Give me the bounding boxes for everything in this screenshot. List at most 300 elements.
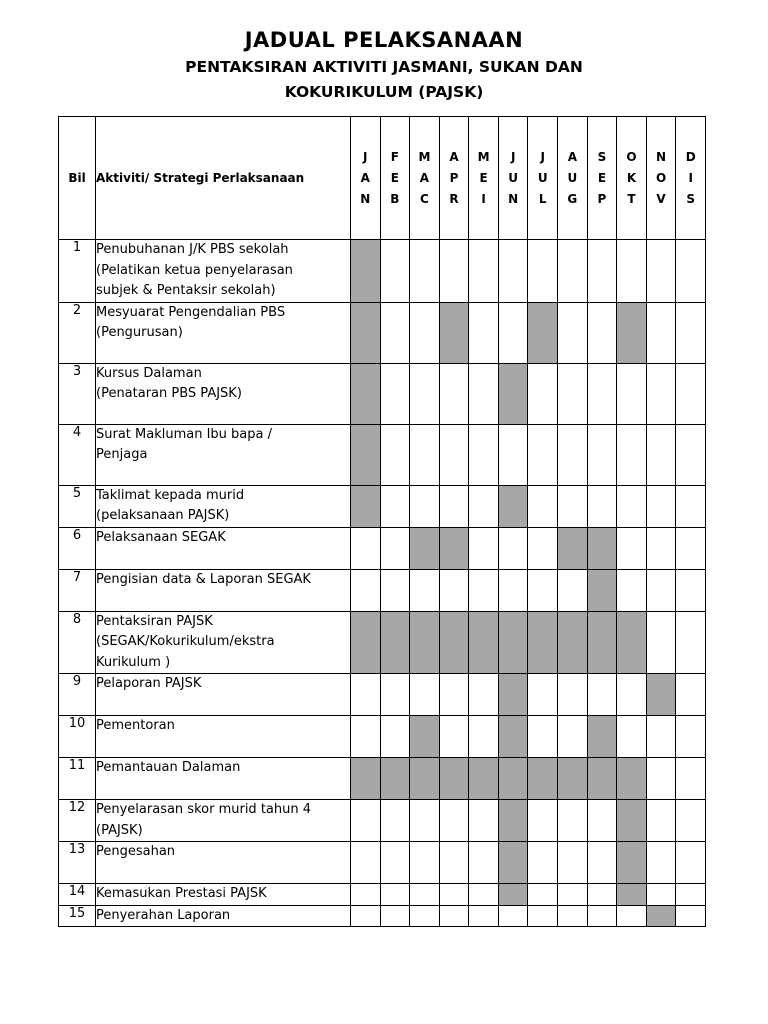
- month-cell: [558, 758, 588, 800]
- month-cell: [498, 485, 528, 527]
- month-cell: [351, 884, 381, 906]
- month-header-4: [469, 117, 499, 240]
- month-cell: [676, 905, 706, 927]
- month-letter: A: [567, 149, 577, 164]
- month-letter: N: [656, 149, 667, 164]
- month-cell: [617, 527, 647, 569]
- month-cell: [410, 611, 440, 674]
- month-cell: [528, 485, 558, 527]
- month-cell: [646, 424, 676, 485]
- month-cell: [498, 905, 528, 927]
- row-number: 11: [59, 758, 96, 800]
- month-cell: [676, 424, 706, 485]
- month-cell: [410, 842, 440, 884]
- month-cell: [558, 611, 588, 674]
- month-header-11: [676, 117, 706, 240]
- month-letter: S: [686, 191, 695, 206]
- table-row: [59, 905, 706, 927]
- month-cell: [410, 905, 440, 927]
- month-cell: [558, 240, 588, 303]
- month-cell: [380, 716, 410, 758]
- activity-text: Pengisian data & Laporan SEGAK: [96, 571, 311, 587]
- row-number: 5: [59, 485, 96, 527]
- activity-text: Mesyuarat Pengendalian PBS: [96, 304, 286, 320]
- month-cell: [410, 527, 440, 569]
- month-letter: E: [479, 170, 488, 185]
- month-cell: [498, 302, 528, 363]
- month-letter: U: [508, 170, 519, 185]
- month-cell: [528, 905, 558, 927]
- month-letter: B: [390, 191, 400, 206]
- month-cell: [469, 569, 499, 611]
- month-cell: [646, 302, 676, 363]
- month-cell: [676, 302, 706, 363]
- month-cell: [617, 842, 647, 884]
- month-cell: [528, 424, 558, 485]
- activity-text: Kursus Dalaman: [96, 365, 202, 381]
- activity-cell: [96, 884, 351, 906]
- schedule-table: [58, 116, 706, 927]
- month-cell: [439, 716, 469, 758]
- month-cell: [469, 302, 499, 363]
- month-cell: [469, 800, 499, 842]
- month-cell: [351, 674, 381, 716]
- row-number: 14: [59, 884, 96, 906]
- header-row: [59, 117, 706, 240]
- month-cell: [439, 302, 469, 363]
- month-cell: [617, 240, 647, 303]
- month-cell: [380, 424, 410, 485]
- month-cell: [587, 800, 617, 842]
- month-cell: [498, 424, 528, 485]
- activity-cell: [96, 905, 351, 927]
- month-cell: [439, 363, 469, 424]
- month-cell: [351, 527, 381, 569]
- month-cell: [528, 884, 558, 906]
- month-letter: R: [449, 191, 459, 206]
- month-header-3: [439, 117, 469, 240]
- month-cell: [587, 569, 617, 611]
- activity-text: Pelaporan PAJSK: [96, 676, 202, 691]
- row-number: 12: [59, 800, 96, 842]
- row-number: 3: [59, 363, 96, 424]
- month-cell: [498, 527, 528, 569]
- row-number: 13: [59, 842, 96, 884]
- month-letter: E: [597, 170, 607, 185]
- month-letter: G: [567, 191, 578, 206]
- table-row: [59, 485, 706, 527]
- month-cell: [351, 240, 381, 303]
- month-cell: [646, 569, 676, 611]
- row-number: 4: [59, 424, 96, 485]
- month-cell: [528, 363, 558, 424]
- month-cell: [410, 485, 440, 527]
- activity-text: (Pelatikan ketua penyelarasan: [96, 262, 293, 278]
- month-cell: [558, 527, 588, 569]
- activity-cell: [96, 842, 351, 884]
- month-header-6: [528, 117, 558, 240]
- month-cell: [498, 240, 528, 303]
- activity-text: (pelaksanaan PAJSK): [96, 508, 230, 523]
- month-letter: V: [656, 191, 666, 206]
- table-row: [59, 800, 706, 842]
- month-cell: [646, 716, 676, 758]
- page-title: JADUAL PELAKSANAAN: [244, 28, 524, 52]
- activity-text: (PAJSK): [96, 822, 143, 838]
- month-cell: [380, 569, 410, 611]
- activity-text: subjek & Pentaksir sekolah): [96, 283, 276, 298]
- row-number: 10: [59, 716, 96, 758]
- month-cell: [439, 240, 469, 303]
- month-letter: J: [540, 149, 545, 164]
- month-cell: [676, 485, 706, 527]
- activity-cell: [96, 302, 351, 363]
- row-number: 6: [59, 527, 96, 569]
- month-cell: [676, 363, 706, 424]
- row-number: 9: [59, 674, 96, 716]
- month-cell: [528, 569, 558, 611]
- month-cell: [351, 302, 381, 363]
- month-cell: [646, 240, 676, 303]
- month-cell: [380, 240, 410, 303]
- month-cell: [410, 758, 440, 800]
- month-cell: [587, 363, 617, 424]
- month-cell: [351, 485, 381, 527]
- activity-text: Penyelarasan skor murid tahun 4: [96, 802, 312, 817]
- activity-cell: [96, 674, 351, 716]
- month-cell: [558, 424, 588, 485]
- table-row: [59, 527, 706, 569]
- month-cell: [587, 842, 617, 884]
- schedule-body: [59, 240, 706, 927]
- month-cell: [439, 485, 469, 527]
- month-cell: [410, 674, 440, 716]
- month-cell: [380, 674, 410, 716]
- month-cell: [351, 758, 381, 800]
- month-cell: [439, 674, 469, 716]
- month-cell: [469, 842, 499, 884]
- month-cell: [558, 716, 588, 758]
- activity-column-header: Aktiviti/ Strategi Perlaksanaan: [96, 117, 351, 240]
- month-cell: [351, 716, 381, 758]
- month-cell: [469, 716, 499, 758]
- activity-text: Surat Makluman Ibu bapa /: [96, 426, 273, 442]
- month-cell: [587, 758, 617, 800]
- month-cell: [587, 884, 617, 906]
- month-cell: [528, 302, 558, 363]
- month-cell: [351, 842, 381, 884]
- activity-text: (Penataran PBS PAJSK): [96, 386, 242, 401]
- month-cell: [646, 611, 676, 674]
- month-cell: [558, 905, 588, 927]
- month-cell: [587, 240, 617, 303]
- month-cell: [617, 424, 647, 485]
- activity-text: Pementoran: [96, 718, 175, 733]
- month-letter: P: [449, 170, 459, 185]
- table-row: [59, 240, 706, 303]
- month-cell: [528, 800, 558, 842]
- activity-cell: [96, 758, 351, 800]
- month-cell: [587, 611, 617, 674]
- month-cell: [646, 363, 676, 424]
- month-letter: I: [481, 191, 486, 206]
- table-row: [59, 569, 706, 611]
- month-cell: [617, 905, 647, 927]
- month-cell: [498, 884, 528, 906]
- activity-text: Penjaga: [96, 447, 148, 462]
- activity-cell: [96, 363, 351, 424]
- month-cell: [410, 424, 440, 485]
- month-cell: [380, 527, 410, 569]
- month-cell: [617, 800, 647, 842]
- month-cell: [617, 611, 647, 674]
- activity-text: Taklimat kepada murid: [96, 487, 245, 503]
- month-cell: [676, 884, 706, 906]
- month-cell: [380, 758, 410, 800]
- activity-text: Pentaksiran PAJSK: [96, 613, 213, 629]
- month-cell: [351, 569, 381, 611]
- bil-column-header: Bil: [59, 117, 96, 240]
- activity-cell: [96, 800, 351, 842]
- month-cell: [380, 842, 410, 884]
- month-header-1: [380, 117, 410, 240]
- month-cell: [587, 302, 617, 363]
- month-cell: [528, 716, 558, 758]
- month-cell: [380, 302, 410, 363]
- month-header-7: [558, 117, 588, 240]
- month-cell: [558, 800, 588, 842]
- row-number: 15: [59, 905, 96, 927]
- activity-text: Pelaksanaan SEGAK: [96, 529, 226, 545]
- month-cell: [558, 363, 588, 424]
- activity-text: Pengesahan: [96, 844, 176, 859]
- month-header-2: [410, 117, 440, 240]
- month-cell: [439, 758, 469, 800]
- month-cell: [498, 674, 528, 716]
- activity-text: Pemantauan Dalaman: [96, 760, 241, 775]
- month-cell: [646, 527, 676, 569]
- table-row: [59, 424, 706, 485]
- table-row: [59, 611, 706, 674]
- month-cell: [528, 527, 558, 569]
- table-row: [59, 302, 706, 363]
- activity-cell: [96, 485, 351, 527]
- month-header-8: [587, 117, 617, 240]
- activity-cell: [96, 569, 351, 611]
- month-cell: [676, 800, 706, 842]
- month-cell: [676, 842, 706, 884]
- month-cell: [469, 905, 499, 927]
- month-cell: [439, 569, 469, 611]
- month-cell: [410, 800, 440, 842]
- month-letter: T: [627, 191, 636, 206]
- month-cell: [558, 485, 588, 527]
- month-cell: [469, 527, 499, 569]
- month-cell: [351, 800, 381, 842]
- table-row: [59, 674, 706, 716]
- activity-cell: [96, 611, 351, 674]
- month-cell: [646, 485, 676, 527]
- month-cell: [439, 905, 469, 927]
- month-cell: [646, 674, 676, 716]
- month-letter: P: [597, 191, 607, 206]
- month-cell: [469, 363, 499, 424]
- month-letter: M: [477, 149, 490, 164]
- month-cell: [528, 240, 558, 303]
- activity-cell: [96, 716, 351, 758]
- month-cell: [676, 240, 706, 303]
- month-cell: [587, 905, 617, 927]
- month-letter: I: [688, 170, 693, 185]
- month-cell: [439, 611, 469, 674]
- month-letter: M: [418, 149, 431, 164]
- month-cell: [351, 363, 381, 424]
- month-cell: [410, 884, 440, 906]
- month-cell: [410, 302, 440, 363]
- month-letter: E: [390, 170, 399, 185]
- month-cell: [439, 800, 469, 842]
- month-cell: [469, 424, 499, 485]
- month-cell: [439, 884, 469, 906]
- month-cell: [469, 485, 499, 527]
- month-cell: [558, 842, 588, 884]
- month-cell: [528, 611, 558, 674]
- month-header-5: [498, 117, 528, 240]
- activity-text: Kurikulum ): [96, 654, 171, 670]
- month-letter: O: [626, 149, 637, 164]
- page-subtitle-line1: PENTAKSIRAN AKTIVITI JASMANI, SUKAN DAN: [185, 58, 583, 76]
- month-cell: [676, 527, 706, 569]
- month-cell: [498, 611, 528, 674]
- row-number: 1: [59, 240, 96, 303]
- month-letter: J: [510, 149, 516, 164]
- table-row: [59, 363, 706, 424]
- month-cell: [439, 527, 469, 569]
- month-cell: [676, 569, 706, 611]
- month-cell: [587, 527, 617, 569]
- month-cell: [351, 611, 381, 674]
- row-number: 7: [59, 569, 96, 611]
- month-cell: [587, 485, 617, 527]
- table-row: [59, 884, 706, 906]
- month-letter: A: [419, 170, 430, 185]
- month-cell: [469, 611, 499, 674]
- month-cell: [646, 905, 676, 927]
- month-cell: [587, 716, 617, 758]
- month-cell: [498, 842, 528, 884]
- month-letter: J: [363, 149, 368, 164]
- month-cell: [498, 716, 528, 758]
- activity-text: Kemasukan Prestasi PAJSK: [96, 886, 267, 901]
- month-cell: [469, 240, 499, 303]
- month-cell: [410, 363, 440, 424]
- month-cell: [498, 363, 528, 424]
- table-row: [59, 842, 706, 884]
- month-cell: [617, 884, 647, 906]
- month-letter: N: [508, 191, 519, 206]
- month-cell: [617, 363, 647, 424]
- month-cell: [676, 716, 706, 758]
- month-cell: [528, 842, 558, 884]
- month-letter: F: [390, 149, 399, 164]
- month-letter: A: [449, 149, 459, 164]
- month-cell: [617, 758, 647, 800]
- month-cell: [617, 569, 647, 611]
- schedule-header: [59, 117, 706, 240]
- month-cell: [558, 302, 588, 363]
- page-subtitle-line2: KOKURIKULUM (PAJSK): [284, 83, 484, 101]
- month-letter: U: [567, 170, 578, 185]
- month-cell: [587, 674, 617, 716]
- month-cell: [439, 424, 469, 485]
- month-cell: [498, 569, 528, 611]
- month-cell: [439, 842, 469, 884]
- month-cell: [646, 758, 676, 800]
- month-cell: [617, 674, 647, 716]
- activity-cell: [96, 424, 351, 485]
- month-letter: S: [597, 149, 607, 164]
- month-cell: [646, 884, 676, 906]
- month-cell: [498, 758, 528, 800]
- month-letter: K: [626, 170, 637, 185]
- activity-text: (SEGAK/Kokurikulum/ekstra: [96, 634, 275, 649]
- month-letter: N: [360, 191, 371, 206]
- month-cell: [528, 674, 558, 716]
- month-header-0: [351, 117, 381, 240]
- month-letter: D: [685, 149, 696, 164]
- activity-text: (Pengurusan): [96, 325, 183, 340]
- month-cell: [380, 905, 410, 927]
- table-row: [59, 716, 706, 758]
- month-cell: [558, 569, 588, 611]
- month-letter: O: [655, 170, 667, 185]
- month-cell: [380, 485, 410, 527]
- month-letter: U: [537, 170, 548, 185]
- month-cell: [351, 905, 381, 927]
- row-number: 8: [59, 611, 96, 674]
- activity-cell: [96, 527, 351, 569]
- month-cell: [351, 424, 381, 485]
- month-cell: [676, 674, 706, 716]
- month-cell: [469, 884, 499, 906]
- month-cell: [617, 302, 647, 363]
- month-cell: [410, 240, 440, 303]
- month-cell: [410, 716, 440, 758]
- month-cell: [558, 884, 588, 906]
- month-letter: L: [538, 191, 547, 206]
- table-row: [59, 758, 706, 800]
- month-cell: [469, 674, 499, 716]
- month-cell: [380, 611, 410, 674]
- activity-cell: [96, 240, 351, 303]
- month-letter: C: [420, 191, 429, 206]
- month-letter: A: [360, 170, 370, 185]
- month-cell: [646, 842, 676, 884]
- month-cell: [380, 363, 410, 424]
- month-cell: [498, 800, 528, 842]
- month-cell: [617, 716, 647, 758]
- month-cell: [676, 758, 706, 800]
- month-cell: [469, 758, 499, 800]
- month-cell: [410, 569, 440, 611]
- month-cell: [646, 800, 676, 842]
- activity-text: Penyerahan Laporan: [96, 907, 231, 923]
- month-cell: [380, 800, 410, 842]
- activity-text: Penubuhanan J/K PBS sekolah: [96, 242, 289, 257]
- month-cell: [528, 758, 558, 800]
- month-cell: [587, 424, 617, 485]
- month-cell: [617, 485, 647, 527]
